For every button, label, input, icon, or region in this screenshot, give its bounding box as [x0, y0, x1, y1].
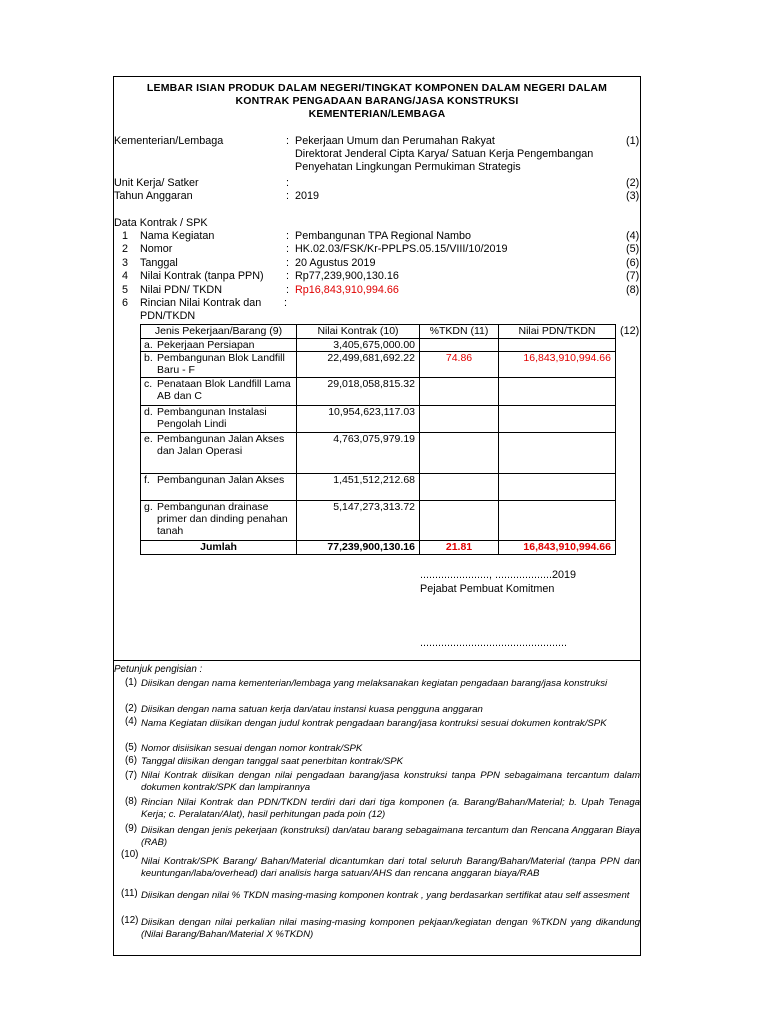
row-code: f.: [144, 474, 150, 486]
row-pdn: [499, 474, 616, 501]
table-row: [141, 433, 616, 474]
row-tkdn: [420, 339, 499, 352]
table-row: [141, 474, 616, 501]
kementerian-value-line3: Penyehatan Lingkungan Permukiman Strategis: [295, 161, 521, 173]
row-pdn: 16,843,910,994.66: [499, 352, 616, 378]
kementerian-colon: :: [286, 135, 289, 147]
table-row: [141, 339, 616, 352]
table-header: Nilai Kontrak (10): [297, 325, 420, 339]
kontrak-colon: :: [286, 284, 289, 296]
row-name: Pembangunan Jalan Akses: [157, 474, 285, 486]
note-number: (8): [125, 796, 137, 807]
row-nilai: 22,499,681,692.22: [297, 352, 420, 378]
row-pdn: [499, 433, 616, 474]
unit-kerja-label: Unit Kerja/ Satker: [114, 177, 199, 189]
note-text: Nilai Kontrak/SPK Barang/ Bahan/Material dicantumkan dari total seluruh Barang/Bahan/Material (tanpa PPN dan keuntungan/laba/overhead) dari analisis harga satuan/AHS dan rencana anggaran biaya/RAB: [141, 856, 640, 879]
kontrak-label: Nomor: [140, 243, 173, 255]
row-code: c.: [144, 378, 153, 390]
unit-kerja-colon: :: [286, 177, 289, 189]
note-number: (6): [125, 755, 137, 766]
row-code: a.: [144, 339, 153, 351]
kontrak-label: Nilai PDN/ TKDN: [140, 284, 222, 296]
kontrak-no: 2: [122, 243, 129, 255]
note-number: (10): [121, 849, 139, 860]
kontrak-label-cont: PDN/TKDN: [140, 310, 196, 322]
kontrak-no: 4: [122, 270, 129, 282]
kontrak-ref: (7): [626, 270, 640, 282]
tahun-ref: (3): [626, 190, 640, 202]
kontrak-value: Rp77,239,900,130.16: [295, 270, 399, 282]
row-code: d.: [144, 406, 153, 418]
kontrak-ref: (8): [626, 284, 640, 296]
row-nilai: 1,451,512,212.68: [297, 474, 420, 501]
row-tkdn: 74.86: [420, 352, 499, 378]
kontrak-value: HK.02.03/FSK/Kr-PPLPS.05.15/VIII/10/2019: [295, 243, 508, 255]
row-name: Pembangunan Jalan Akses dan Jalan Operasi: [157, 433, 285, 457]
table-header-row: [141, 325, 616, 339]
note-number: (1): [125, 677, 137, 688]
notes-separator: [113, 660, 641, 661]
unit-kerja-ref: (2): [626, 177, 640, 189]
table-header: Nilai PDN/TKDN: [499, 325, 616, 339]
kontrak-colon: :: [286, 243, 289, 255]
kontrak-no: 1: [122, 230, 129, 242]
kontrak-colon: :: [286, 257, 289, 269]
note-text: Tanggal diisikan dengan tanggal saat penerbitan kontrak/SPK: [141, 756, 404, 767]
note-text: Diisikan dengan nama satuan kerja dan/atau instansi kuasa pengguna anggaran: [141, 704, 483, 715]
row-pdn: [499, 378, 616, 406]
form-title-line1: LEMBAR ISIAN PRODUK DALAM NEGERI/TINGKAT KOMPONEN DALAM NEGERI DALAM: [146, 82, 608, 94]
row-pdn: [499, 339, 616, 352]
row-name: Pembangunan Blok Landfill Baru - F: [157, 352, 285, 376]
note-text: Nama Kegiatan diisikan dengan judul kontrak pengadaan barang/jasa kontruksi sesuai dokumen kontrak/SPK: [141, 718, 607, 729]
note-text: Diisikan dengan jenis pekerjaan (konstruksi) dan/atau barang sebagaimana tercantum dan Rencana Anggaran Biaya (RAB): [141, 825, 640, 848]
rincian-table: [140, 324, 616, 555]
signature-date: ......................., ...................2019: [420, 569, 577, 581]
tahun-label: Tahun Anggaran: [114, 190, 193, 202]
row-nilai: 5,147,273,313.72: [297, 501, 420, 541]
row-nilai: 3,405,675,000.00: [297, 339, 420, 352]
kontrak-ref: (4): [626, 230, 640, 242]
kontrak-value-pdn: Rp16,843,910,994.66: [295, 284, 399, 296]
note-number: (2): [125, 703, 137, 714]
row-code: e.: [144, 433, 153, 445]
row-tkdn: [420, 406, 499, 433]
total-nilai: 77,239,900,130.16: [297, 541, 420, 555]
kontrak-no: 5: [122, 284, 129, 296]
row-nilai: 10,954,623,117.03: [297, 406, 420, 433]
kontrak-label: Nama Kegiatan: [140, 230, 215, 242]
row-tkdn: [420, 474, 499, 501]
kontrak-label: Rincian Nilai Kontrak dan: [140, 297, 262, 309]
kontrak-header: Data Kontrak / SPK: [114, 217, 208, 229]
kontrak-colon: :: [286, 230, 289, 242]
note-number: (9): [125, 823, 137, 834]
total-tkdn: 21.81: [420, 541, 499, 555]
form-title-line2: KONTRAK PENGADAAN BARANG/JASA KONSTRUKSI: [235, 95, 519, 107]
row-tkdn: [420, 501, 499, 541]
note-number: (12): [121, 915, 139, 926]
signature-line: .................................................: [420, 637, 567, 649]
row-pdn: [499, 406, 616, 433]
note-text: Nomor disiisikan sesuai dengan nomor kontrak/SPK: [141, 743, 363, 754]
kontrak-no: 3: [122, 257, 129, 269]
total-pdn: 16,843,910,994.66: [499, 541, 616, 555]
row-nilai: 4,763,075,979.19: [297, 433, 420, 474]
kontrak-colon: :: [286, 270, 289, 282]
row-name: Pembangunan Instalasi Pengolah Lindi: [157, 406, 267, 430]
notes-title: Petunjuk pengisian :: [114, 664, 203, 675]
row-nilai: 29,018,058,815.32: [297, 378, 420, 406]
note-number: (7): [125, 770, 137, 781]
note-text: Diisikan dengan nilai % TKDN masing-masing komponen kontrak , yang berdasarkan sertifikat atau self assesment: [141, 890, 630, 901]
kementerian-value-line2: Direktorat Jenderal Cipta Karya/ Satuan Kerja Pengembangan: [295, 148, 594, 160]
signature-role: Pejabat Pembuat Komitmen: [420, 583, 555, 595]
note-number: (5): [125, 742, 137, 753]
kontrak-label: Tanggal: [140, 257, 178, 269]
tahun-colon: :: [286, 190, 289, 202]
note-text: Nilai Kontrak diisikan dengan nilai pengadaan barang/jasa konstruksi tanpa PPN sebagaimana tercantum dalam dokumen kontrak/SPK dan lampirannya: [141, 770, 640, 793]
total-label: Jumlah: [141, 541, 297, 555]
kementerian-label: Kementerian/Lembaga: [114, 135, 224, 147]
table-header: %TKDN (11): [420, 325, 499, 339]
form-title-line3: KEMENTERIAN/LEMBAGA: [308, 108, 446, 120]
note-text: Rincian Nilai Kontrak dan PDN/TKDN terdiri dari dari tiga komponen (a. Barang/Bahan/Material; b. Upah Tenaga Kerja; c. Peralatan/Alat), hasil perhitungan pada poin (12): [141, 797, 640, 820]
table-row: [141, 501, 616, 541]
table-row: [141, 406, 616, 433]
kontrak-value: Pembangunan TPA Regional Nambo: [295, 230, 472, 242]
kontrak-value: 20 Agustus 2019: [295, 257, 376, 269]
row-tkdn: [420, 433, 499, 474]
kontrak-ref: (6): [626, 257, 640, 269]
kontrak-label: Nilai Kontrak (tanpa PPN): [140, 270, 264, 282]
kontrak-no: 6: [122, 297, 129, 309]
table-row: [141, 378, 616, 406]
table-ref: (12): [620, 325, 640, 337]
kementerian-ref: (1): [626, 135, 640, 147]
kontrak-ref: (5): [626, 243, 640, 255]
kontrak-colon: :: [284, 297, 287, 309]
kementerian-value-line1: Pekerjaan Umum dan Perumahan Rakyat: [295, 135, 495, 147]
table-header: Jenis Pekerjaan/Barang (9): [141, 325, 297, 339]
row-name: Pembangunan drainase primer dan dinding penahan tanah: [157, 501, 288, 537]
row-code: b.: [144, 352, 153, 364]
note-text: Diisikan dengan nilai perkalian nilai masing-masing komponen pekjaan/kegiatan dengan %TKDN yang dikandung (Nilai Barang/Bahan/Material X %TKDN): [141, 917, 640, 940]
row-tkdn: [420, 378, 499, 406]
note-text: Diisikan dengan nama kementerian/lembaga yang melaksanakan kegiatan pengadaan barang/jasa konstruksi: [141, 678, 608, 689]
table-total-row: [141, 541, 616, 555]
row-pdn: [499, 501, 616, 541]
row-name: Penataan Blok Landfill Lama AB dan C: [157, 378, 291, 402]
row-name: Pekerjaan Persiapan: [157, 339, 255, 351]
note-number: (4): [125, 716, 137, 727]
tahun-value: 2019: [295, 190, 320, 202]
row-code: g.: [144, 501, 153, 513]
note-number: (11): [121, 888, 138, 899]
table-row: [141, 352, 616, 378]
